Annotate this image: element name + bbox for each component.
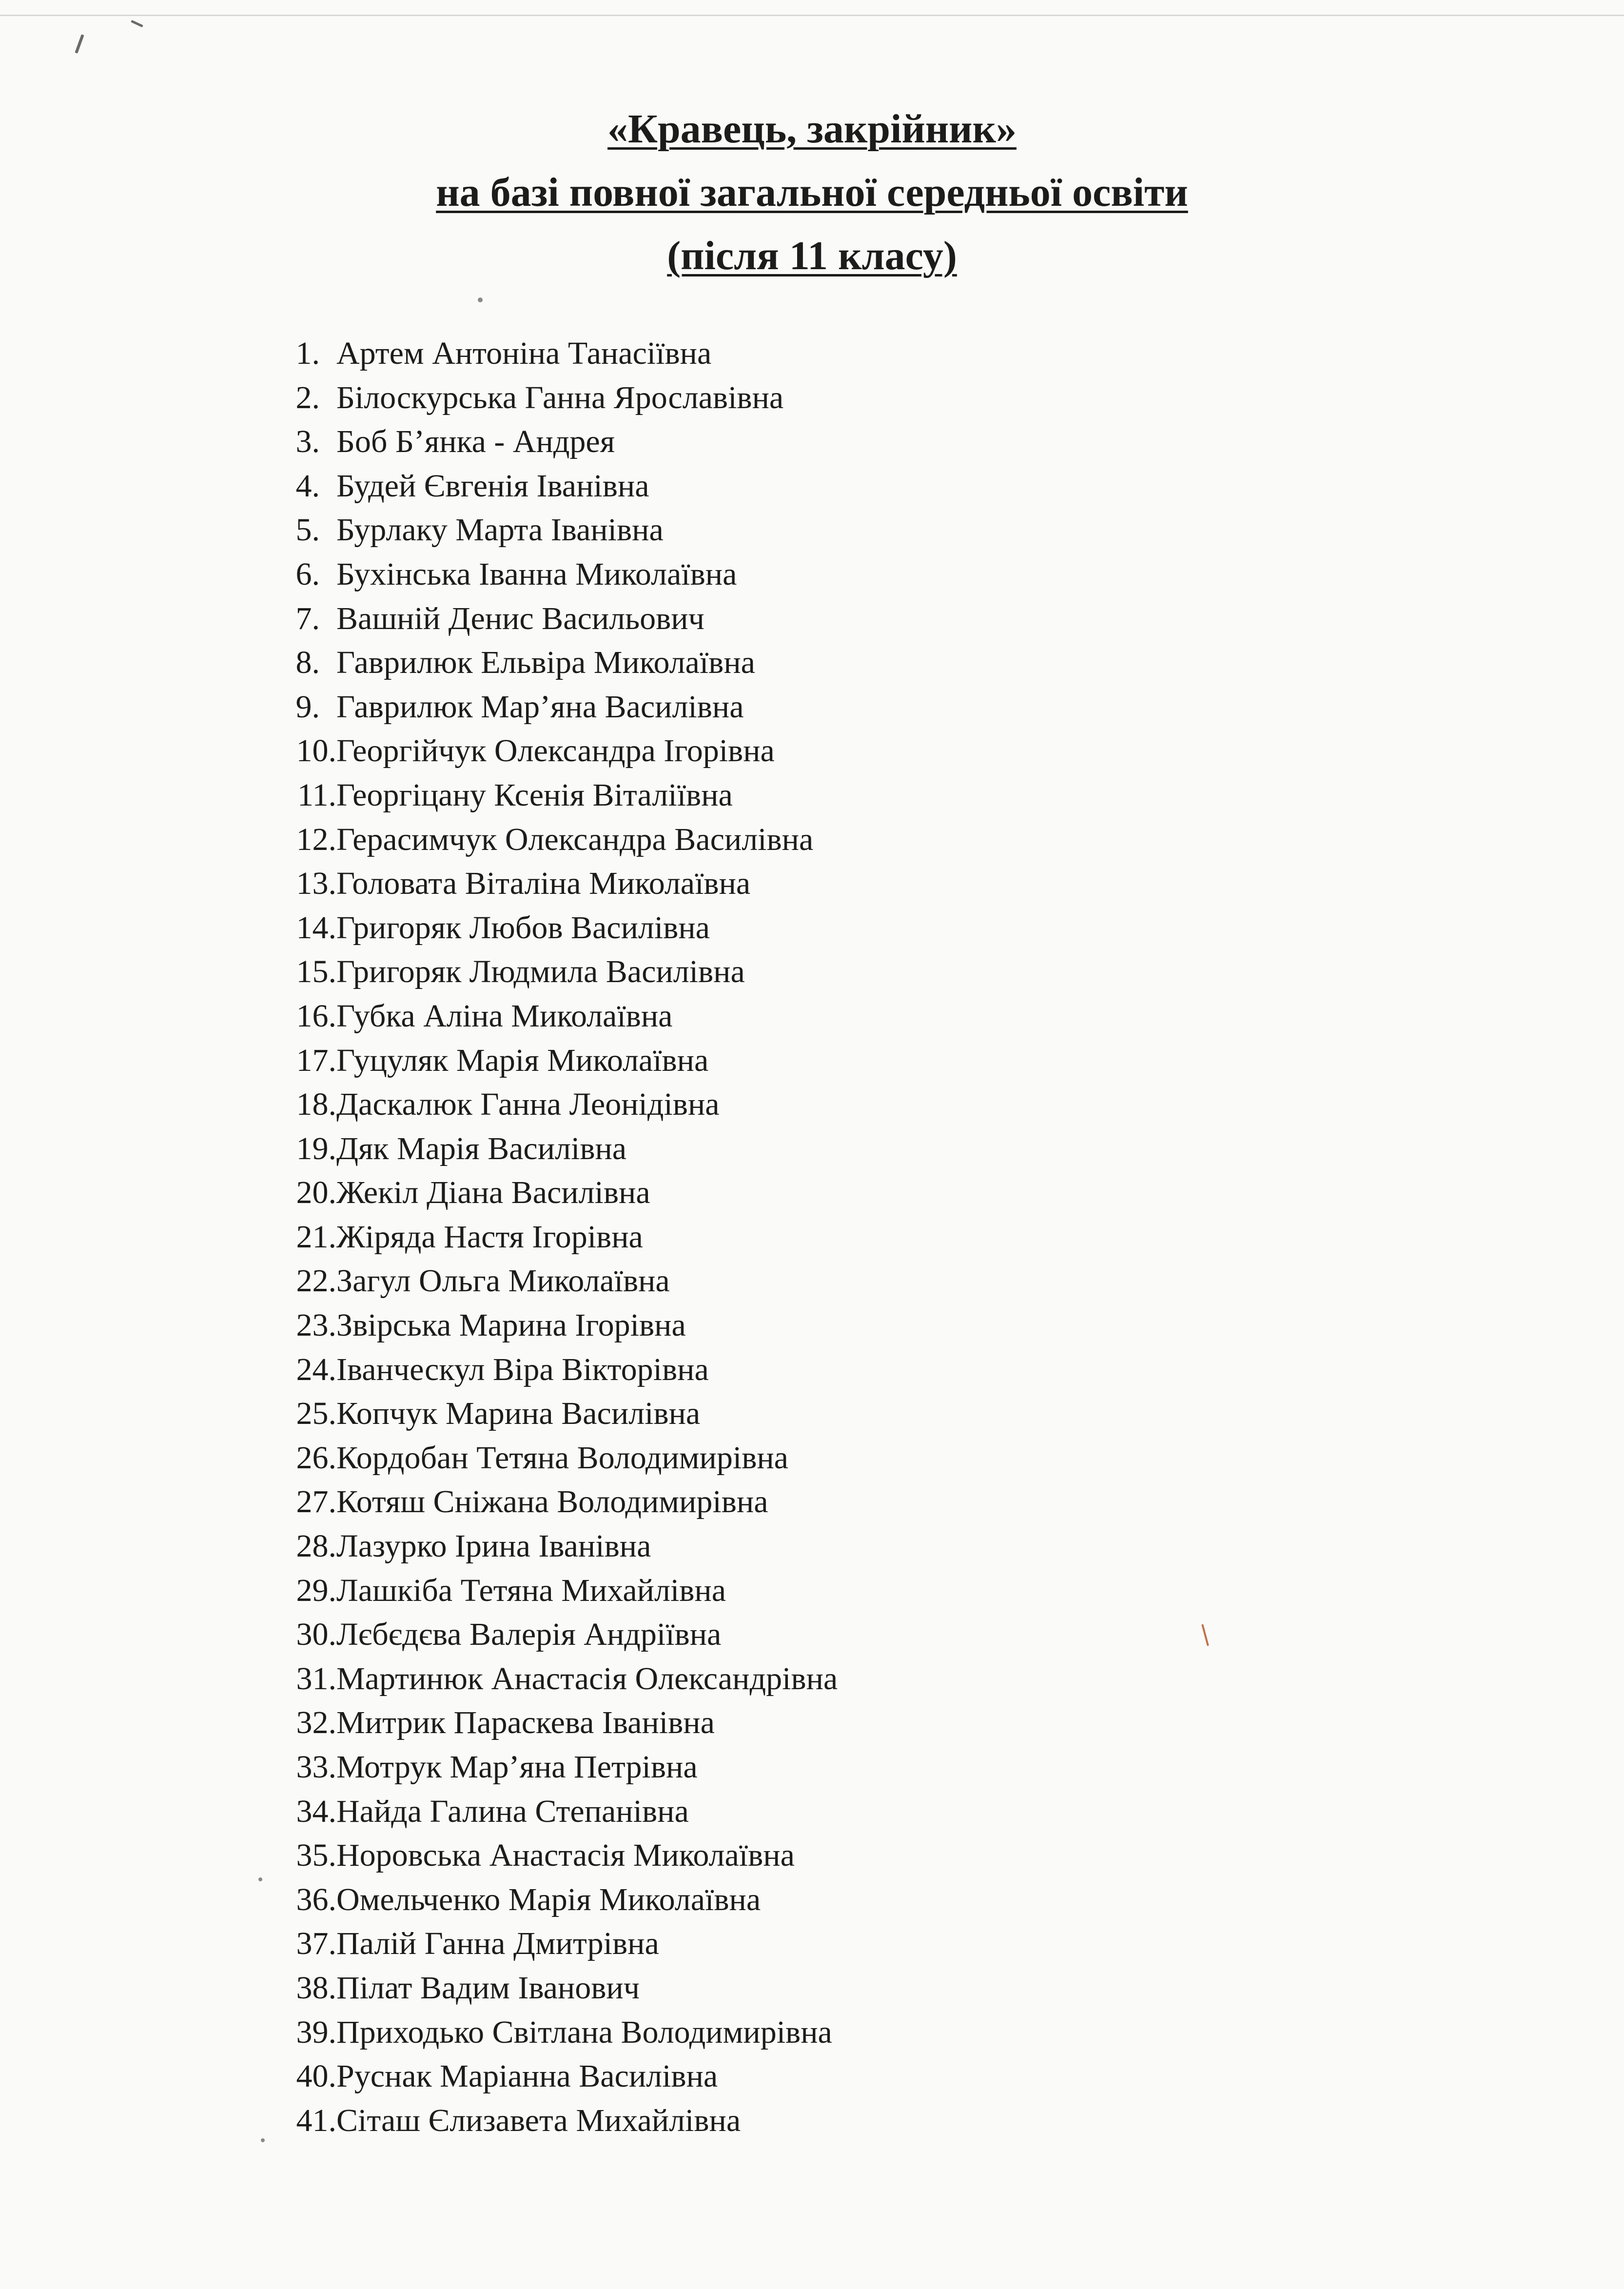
list-item-number: 2. bbox=[295, 379, 320, 415]
list-item-name: Палій Ганна Дмитрівна bbox=[336, 1926, 659, 1962]
title-line-specialty: «Кравець, закрійник» bbox=[607, 106, 1017, 152]
list-item-number: 12. bbox=[296, 821, 336, 857]
list-item-number: 5. bbox=[295, 512, 320, 548]
list-item bbox=[254, 1259, 1424, 1303]
list-item bbox=[254, 553, 1424, 597]
list-item-name: Найда Галина Степанівна bbox=[336, 1793, 689, 1829]
list-item-number: 6. bbox=[295, 556, 320, 592]
scan-artifact bbox=[75, 34, 84, 54]
list-item bbox=[254, 1701, 1424, 1745]
list-item-number: 10. bbox=[296, 733, 336, 769]
list-item bbox=[254, 641, 1424, 685]
list-item bbox=[254, 1878, 1424, 1922]
list-item bbox=[254, 376, 1424, 420]
list-item bbox=[254, 950, 1424, 994]
list-item-name: Мартинюк Анастасія Олександрівна bbox=[336, 1660, 838, 1697]
list-item-name: Пілат Вадим Іванович bbox=[336, 1970, 640, 2006]
scan-top-edge bbox=[0, 15, 1624, 16]
list-item bbox=[254, 1480, 1424, 1524]
list-item-number: 4. bbox=[295, 468, 320, 504]
list-item-name: Григоряк Любов Василівна bbox=[336, 909, 710, 946]
list-item bbox=[254, 1039, 1424, 1083]
list-item bbox=[254, 1966, 1424, 2011]
list-item-number: 40. bbox=[296, 2058, 336, 2094]
list-item-name: Гаврилюк Ельвіра Миколаївна bbox=[336, 645, 755, 681]
list-item-name: Лашкіба Тетяна Михайлівна bbox=[336, 1572, 726, 1608]
list-item-number: 20. bbox=[296, 1175, 336, 1211]
list-item-number: 23. bbox=[296, 1307, 336, 1343]
list-item-number: 7. bbox=[295, 600, 320, 636]
list-item bbox=[254, 1569, 1424, 1613]
list-item bbox=[254, 1171, 1424, 1215]
list-item bbox=[254, 1215, 1424, 1260]
list-item bbox=[254, 464, 1424, 509]
list-item bbox=[254, 994, 1424, 1039]
list-item bbox=[254, 773, 1424, 818]
list-item bbox=[254, 1392, 1424, 1436]
list-item-number: 41. bbox=[296, 2102, 336, 2138]
list-item bbox=[254, 906, 1424, 950]
list-item bbox=[254, 1745, 1424, 1790]
list-item-name: Жіряда Настя Ігорівна bbox=[336, 1219, 643, 1255]
list-item-number: 27. bbox=[296, 1484, 336, 1520]
list-item-number: 38. bbox=[296, 1970, 336, 2006]
list-item-number: 1. bbox=[295, 335, 320, 371]
list-item-number: 29. bbox=[296, 1572, 336, 1608]
list-item-name: Боб Б’янка - Андрея bbox=[336, 424, 615, 460]
list-item bbox=[254, 2099, 1424, 2143]
list-item bbox=[254, 332, 1424, 376]
list-item-name: Вашній Денис Васильович bbox=[336, 600, 704, 636]
list-item bbox=[254, 1348, 1424, 1392]
list-item bbox=[254, 818, 1424, 862]
list-item-number: 35. bbox=[296, 1837, 336, 1874]
list-item-name: Лєбєдєва Валерія Андріївна bbox=[336, 1617, 722, 1653]
list-item-number: 34. bbox=[296, 1793, 336, 1829]
list-item-number: 15. bbox=[296, 954, 336, 990]
list-item bbox=[254, 2011, 1424, 2055]
list-item bbox=[254, 1613, 1424, 1657]
list-item-name: Бухінська Іванна Миколаївна bbox=[336, 556, 737, 592]
list-item-number: 19. bbox=[296, 1130, 336, 1166]
list-item-name: Білоскурська Ганна Ярославівна bbox=[336, 379, 784, 415]
list-item-number: 3. bbox=[295, 424, 320, 460]
list-item bbox=[254, 1524, 1424, 1569]
list-item bbox=[254, 1436, 1424, 1480]
list-item bbox=[254, 729, 1424, 773]
title-line-education-basis: на базі повної загальної середньої освіти bbox=[436, 170, 1188, 215]
list-item-name: Приходько Світлана Володимирівна bbox=[336, 2014, 832, 2050]
list-item-name: Лазурко Ірина Іванівна bbox=[336, 1528, 651, 1564]
list-item-number: 21. bbox=[296, 1219, 336, 1255]
list-item-number: 9. bbox=[295, 689, 320, 725]
list-item-name: Кордобан Тетяна Володимирівна bbox=[336, 1440, 788, 1476]
list-item bbox=[254, 1657, 1424, 1701]
list-item-name: Губка Аліна Миколаївна bbox=[336, 998, 673, 1034]
student-list bbox=[254, 332, 1424, 2143]
list-item-name: Копчук Марина Василівна bbox=[336, 1396, 701, 1432]
scan-artifact bbox=[131, 20, 143, 28]
list-item-number: 26. bbox=[296, 1440, 336, 1476]
list-item-number: 32. bbox=[296, 1705, 336, 1741]
list-item-number: 24. bbox=[296, 1351, 336, 1387]
list-item-number: 18. bbox=[296, 1086, 336, 1123]
list-item-name: Іванческул Віра Вікторівна bbox=[336, 1351, 709, 1387]
list-item-name: Котяш Сніжана Володимирівна bbox=[336, 1484, 768, 1520]
list-item bbox=[254, 862, 1424, 906]
list-item-number: 11. bbox=[297, 777, 336, 813]
list-item-name: Дяк Марія Василівна bbox=[336, 1130, 627, 1166]
list-item-name: Митрик Параскева Іванівна bbox=[336, 1705, 715, 1741]
list-item-name: Гаврилюк Мар’яна Василівна bbox=[336, 689, 744, 725]
list-item bbox=[254, 1303, 1424, 1348]
document-title bbox=[0, 98, 1624, 288]
list-item-number: 14. bbox=[296, 909, 336, 946]
list-item bbox=[254, 1790, 1424, 1834]
list-item-name: Головата Віталіна Миколаївна bbox=[336, 866, 751, 902]
list-item-name: Жекіл Діана Василівна bbox=[336, 1175, 650, 1211]
list-item-number: 17. bbox=[296, 1042, 336, 1078]
list-item-name: Омельченко Марія Миколаївна bbox=[336, 1881, 761, 1917]
list-item bbox=[254, 685, 1424, 730]
list-item bbox=[254, 508, 1424, 553]
list-item-name: Георгіцану Ксенія Віталіївна bbox=[336, 777, 733, 813]
list-item-number: 16. bbox=[296, 998, 336, 1034]
list-item-number: 39. bbox=[296, 2014, 336, 2050]
list-item-number: 28. bbox=[296, 1528, 336, 1564]
list-item-number: 8. bbox=[295, 645, 320, 681]
list-item-name: Георгійчук Олександра Ігорівна bbox=[336, 733, 775, 769]
list-item-name: Артем Антоніна Танасіївна bbox=[336, 335, 712, 371]
list-item-number: 36. bbox=[296, 1881, 336, 1917]
list-item-number: 37. bbox=[296, 1926, 336, 1962]
scan-speck bbox=[478, 297, 483, 302]
list-item-name: Гуцуляк Марія Миколаївна bbox=[336, 1042, 709, 1078]
list-item bbox=[254, 1834, 1424, 1878]
list-item-name: Герасимчук Олександра Василівна bbox=[336, 821, 814, 857]
list-item-number: 33. bbox=[296, 1749, 336, 1785]
title-line-grade: (після 11 класу) bbox=[667, 233, 957, 278]
list-item-number: 30. bbox=[296, 1617, 336, 1653]
list-item-name: Даскалюк Ганна Леонідівна bbox=[336, 1086, 720, 1123]
list-item-name: Звірська Марина Ігорівна bbox=[336, 1307, 686, 1343]
list-item-number: 31. bbox=[296, 1660, 336, 1697]
list-item-name: Загул Ольга Миколаївна bbox=[336, 1263, 670, 1299]
list-item-number: 25. bbox=[296, 1396, 336, 1432]
list-item bbox=[254, 420, 1424, 464]
list-item-name: Григоряк Людмила Василівна bbox=[336, 954, 745, 990]
list-item-number: 22. bbox=[296, 1263, 336, 1299]
list-item bbox=[254, 1127, 1424, 1171]
list-item bbox=[254, 597, 1424, 641]
list-item-name: Мотрук Мар’яна Петрівна bbox=[336, 1749, 698, 1785]
list-item-name: Бурлаку Марта Іванівна bbox=[336, 512, 664, 548]
list-item-name: Руснак Маріанна Василівна bbox=[336, 2058, 718, 2094]
list-item-name: Сіташ Єлизавета Михайлівна bbox=[336, 2102, 741, 2138]
list-item-number: 13. bbox=[296, 866, 336, 902]
list-item-name: Будей Євгенія Іванівна bbox=[336, 468, 649, 504]
list-item bbox=[254, 1922, 1424, 1966]
list-item-name: Норовська Анастасія Миколаївна bbox=[336, 1837, 795, 1874]
list-item bbox=[254, 1083, 1424, 1127]
list-item bbox=[254, 2054, 1424, 2099]
